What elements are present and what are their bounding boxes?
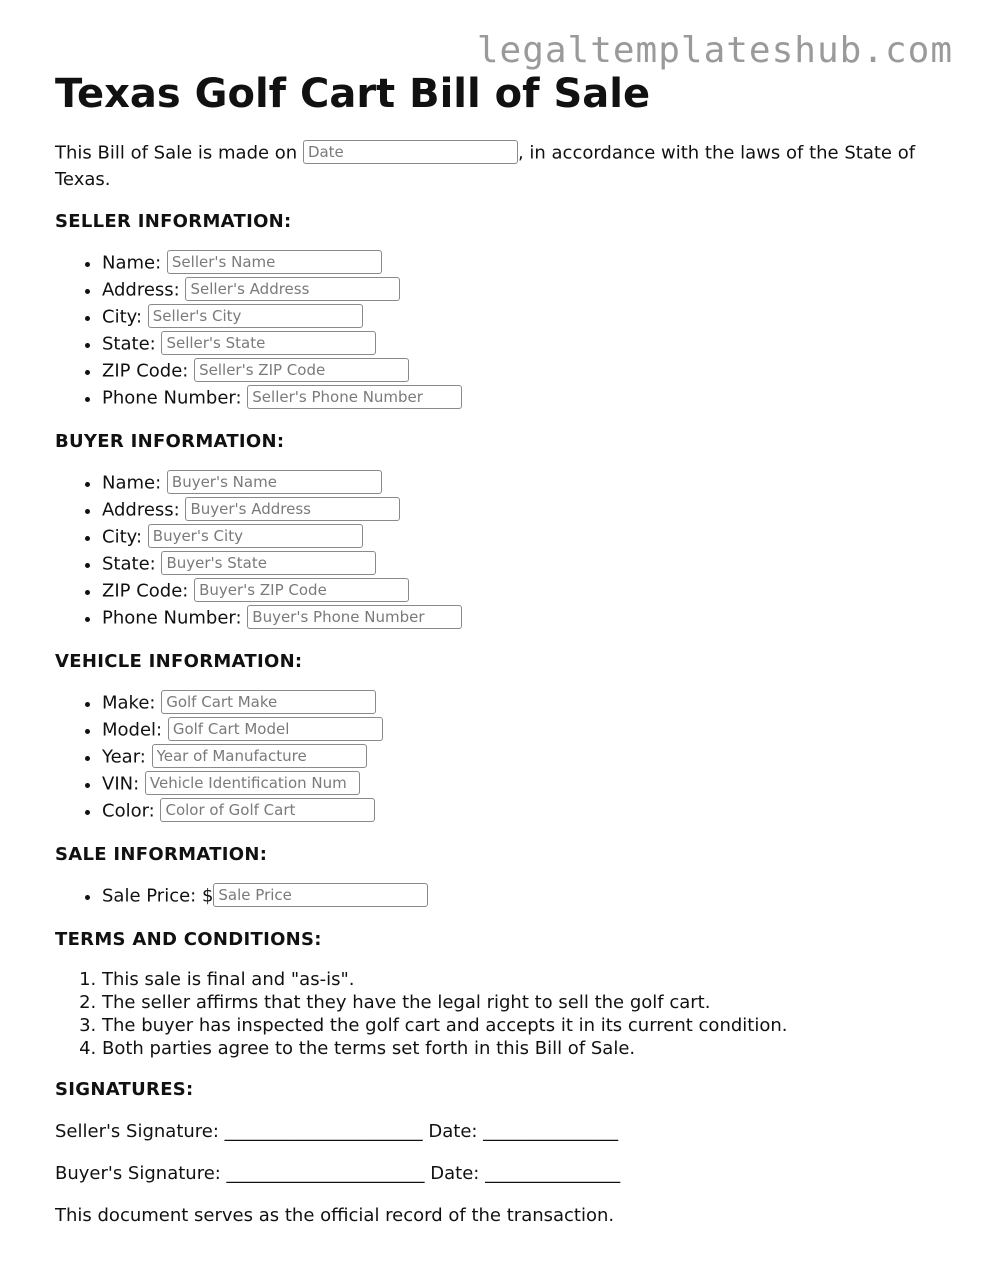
list-item — [102, 605, 935, 632]
vehicle-list — [55, 690, 935, 825]
buyer-zip-input[interactable] — [194, 578, 409, 602]
intro-text-after: , in accordance with the laws of the State of Texas. — [55, 142, 916, 190]
field-label: ZIP Code: — [102, 580, 189, 602]
buyer-phone-input[interactable] — [247, 605, 462, 629]
list-item — [102, 385, 935, 412]
field-label: Year: — [102, 746, 146, 768]
list-item — [102, 578, 935, 605]
terms-heading: TERMS AND CONDITIONS: — [55, 929, 322, 950]
list-item — [102, 250, 935, 277]
footer-note: This document serves as the official record of the transaction. — [55, 1205, 615, 1226]
vehicle-year-input[interactable] — [152, 744, 367, 768]
sale-list — [55, 883, 935, 910]
buyer-signature-line: Buyer's Signature: ______________________ Date: _______________ — [55, 1163, 621, 1184]
intro-text-before: This Bill of Sale is made on — [55, 142, 303, 164]
list-item — [102, 771, 935, 798]
terms-list — [55, 968, 935, 1060]
vehicle-make-input[interactable] — [161, 690, 376, 714]
buyer-name-input[interactable] — [167, 470, 382, 494]
field-label: State: — [102, 333, 156, 355]
intro-paragraph — [55, 140, 935, 192]
list-item — [102, 470, 935, 497]
list-item: 3. The buyer has inspected the golf cart and accepts it in its current condition. — [102, 1014, 935, 1037]
vehicle-heading: VEHICLE INFORMATION: — [55, 651, 303, 672]
vehicle-model-input[interactable] — [168, 717, 383, 741]
date-input[interactable] — [303, 140, 518, 164]
field-label: Phone Number: — [102, 607, 242, 629]
field-label: Name: — [102, 472, 162, 494]
buyer-state-input[interactable] — [161, 551, 376, 575]
signatures-heading: SIGNATURES: — [55, 1079, 194, 1100]
seller-state-input[interactable] — [161, 331, 376, 355]
list-item — [102, 277, 935, 304]
list-item — [102, 304, 935, 331]
field-label: Model: — [102, 719, 163, 741]
field-label: VIN: — [102, 773, 140, 795]
list-item — [102, 690, 935, 717]
list-item: 4. Both parties agree to the terms set forth in this Bill of Sale. — [102, 1037, 935, 1060]
field-label: Address: — [102, 499, 180, 521]
seller-list — [55, 250, 935, 412]
field-label: Phone Number: — [102, 387, 242, 409]
seller-city-input[interactable] — [148, 304, 363, 328]
buyer-heading: BUYER INFORMATION: — [55, 431, 285, 452]
field-label: Sale Price: $ — [102, 885, 214, 907]
list-item: 2. The seller affirms that they have the legal right to sell the golf cart. — [102, 991, 935, 1014]
buyer-list — [55, 470, 935, 632]
document-body — [55, 70, 935, 1228]
field-label: City: — [102, 526, 143, 548]
seller-signature-line: Seller's Signature: ______________________ Date: _______________ — [55, 1121, 619, 1142]
field-label: Name: — [102, 252, 162, 274]
list-item — [102, 798, 935, 825]
list-item — [102, 524, 935, 551]
sale-heading: SALE INFORMATION: — [55, 844, 268, 865]
field-label: City: — [102, 306, 143, 328]
buyer-address-input[interactable] — [185, 497, 400, 521]
sale-price-input[interactable] — [213, 883, 428, 907]
buyer-city-input[interactable] — [148, 524, 363, 548]
seller-name-input[interactable] — [167, 250, 382, 274]
seller-heading: SELLER INFORMATION: — [55, 211, 292, 232]
list-item — [102, 358, 935, 385]
list-item — [102, 497, 935, 524]
field-label: Color: — [102, 800, 155, 822]
field-label: Make: — [102, 692, 156, 714]
seller-phone-input[interactable] — [247, 385, 462, 409]
field-label: State: — [102, 553, 156, 575]
list-item — [102, 551, 935, 578]
list-item — [102, 883, 935, 910]
list-item — [102, 744, 935, 771]
field-label: Address: — [102, 279, 180, 301]
list-item: 1. This sale is final and "as-is". — [102, 968, 935, 991]
field-label: ZIP Code: — [102, 360, 189, 382]
seller-address-input[interactable] — [185, 277, 400, 301]
list-item — [102, 717, 935, 744]
watermark: legaltemplateshub.com — [476, 30, 953, 71]
seller-zip-input[interactable] — [194, 358, 409, 382]
vehicle-vin-input[interactable] — [145, 771, 360, 795]
vehicle-color-input[interactable] — [160, 798, 375, 822]
page-title: Texas Golf Cart Bill of Sale — [55, 71, 651, 117]
list-item — [102, 331, 935, 358]
